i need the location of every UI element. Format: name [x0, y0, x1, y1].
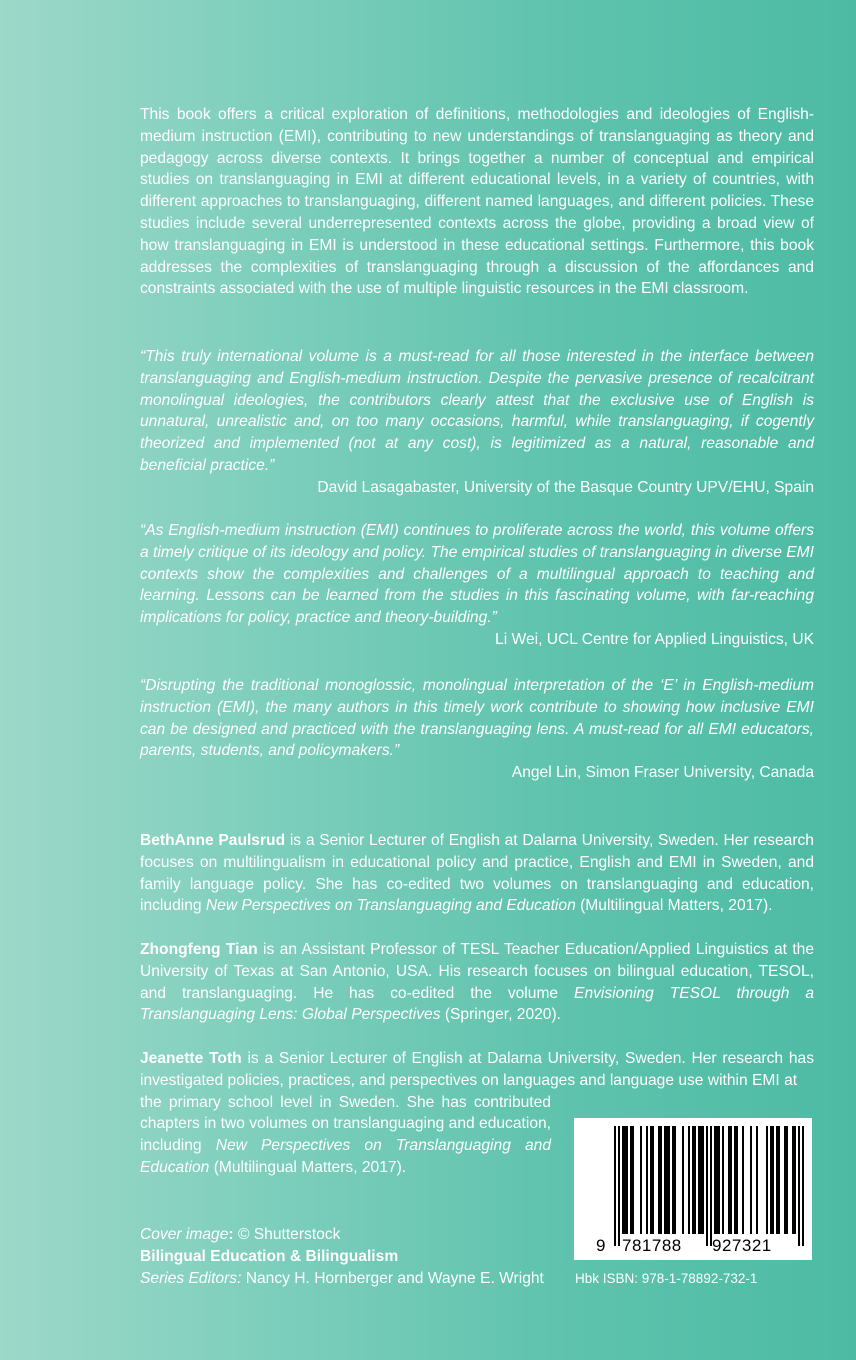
barcode-bar — [674, 1126, 676, 1234]
barcode-bar — [742, 1126, 744, 1234]
bio-text: is a Senior Lecturer of English at Dalarna University, Sweden. Her research focuses on multilingualism in educational policy and practice, English and EMI in Sweden, and family language policy. She has co-edited two volumes on translanguaging and education, including — [140, 832, 814, 915]
bio-text-cont: the primary school level in Sweden. She has contributed chapters in two volumes on translanguaging and education, including — [140, 1093, 551, 1155]
book-title: New Perspectives on Translanguaging and Education — [140, 1137, 552, 1176]
barcode-bar — [640, 1126, 642, 1234]
barcode-bar — [658, 1126, 660, 1234]
barcode-bar — [770, 1126, 772, 1234]
barcode-bar — [682, 1126, 684, 1234]
series-editors-label: Series Editors: — [140, 1270, 242, 1287]
barcode-bar — [666, 1126, 668, 1234]
barcode-bar — [702, 1126, 704, 1234]
barcode-bar — [624, 1126, 626, 1234]
cover-credit-label: Cover image — [140, 1226, 229, 1243]
barcode-bar — [650, 1126, 652, 1234]
endorsement-quote: “Disrupting the traditional monoglossic, monolingual interpretation of the ‘E’ in English-medium instruction (EMI), the many authors in this timely work contribute to showing how inclusive EMI can be designed and practiced with the translanguaging lens. A must-read for all EMI educators, parents, students, and policymakers.” — [140, 677, 814, 760]
barcode-bar — [784, 1126, 786, 1234]
barcode-bar — [798, 1126, 800, 1246]
barcode-bar — [778, 1126, 780, 1234]
barcode-bar — [614, 1126, 616, 1246]
endorsement-1 — [140, 346, 814, 499]
isbn-barcode — [574, 1118, 812, 1260]
bio-text: is an Assistant Professor of TESL Teacher Education/Applied Linguistics at the University of Texas at San Antonio, USA. His research focuses on bilingual education, TESOL, and translanguaging. He has co-edited the volume — [140, 941, 814, 1002]
barcode-digit-first: 9 — [596, 1236, 606, 1255]
barcode-bar — [632, 1126, 634, 1234]
endorsement-attribution: David Lasagabaster, University of the Basque Country UPV/EHU, Spain — [317, 478, 814, 496]
author-name: Zhongfeng Tian — [140, 941, 258, 958]
barcode-bar — [772, 1126, 774, 1234]
author-name: BethAnne Paulsrud — [140, 832, 286, 849]
cover-credit — [140, 1224, 570, 1246]
bio-text-end: (Multilingual Matters, 2017). — [575, 897, 773, 915]
barcode-bar — [714, 1126, 716, 1234]
barcode-bar — [750, 1126, 752, 1234]
barcode-bar — [700, 1126, 702, 1234]
author-bio-tian — [140, 939, 814, 1026]
barcode-bar — [660, 1126, 662, 1234]
barcode-bar — [618, 1126, 620, 1246]
barcode-bar — [626, 1126, 628, 1234]
barcode-bar — [756, 1126, 758, 1234]
hbk-isbn: Hbk ISBN: 978-1-78892-732-1 — [575, 1271, 758, 1286]
bio-text-end: (Springer, 2020). — [440, 1006, 561, 1024]
endorsement-quote: “As English-medium instruction (EMI) continues to proliferate across the world, this volume offers a timely critique of its ideology and policy. The empirical studies of translanguaging in diverse EMI contexts show the complexities and challenges of a multilingual approach to teaching and learning. Lessons can be learned from the studies in this fascinating volume, with far-reaching implications for policy, practice and theory-building.” — [140, 522, 814, 627]
cover-credit-colon: : — [228, 1226, 234, 1243]
endorsement-attribution: Li Wei, UCL Centre for Applied Linguistics, UK — [495, 630, 814, 648]
endorsement-quote: “This truly international volume is a must-read for all those interested in the interface between translanguaging and English-medium instruction. Despite the pervasive presence of recalcitrant monolingual ideologies, the contributors clearly attest that the exclusive use of English is unnatural, unrealistic and, on too many occasions, harmful, while translanguaging, if cogently theorized and implemented (not at any cost), is legitimized as a natural, reasonable and beneficial practice.” — [140, 348, 814, 474]
barcode-bar — [694, 1126, 696, 1234]
cover-credit-value: © Shutterstock — [233, 1226, 341, 1243]
barcode-bar — [688, 1126, 690, 1234]
book-title: New Perspectives on Translanguaging and Education — [205, 897, 576, 915]
barcode-bar — [794, 1126, 796, 1234]
barcode-bar — [736, 1126, 738, 1234]
barcode-bar — [792, 1126, 794, 1234]
barcode-bar — [728, 1126, 730, 1234]
barcode-bar — [630, 1126, 632, 1234]
barcode-bar — [734, 1126, 736, 1234]
barcode-bar — [692, 1126, 694, 1234]
bio-text: is a Senior Lecturer of English at Dalarna University, Sweden. Her research has investigated policies, practices, and perspectives on languages and language use within EMI at — [140, 1050, 814, 1089]
series-name: Bilingual Education & Bilingualism — [140, 1248, 399, 1265]
barcode-bar — [622, 1126, 624, 1234]
barcode-bar — [664, 1126, 666, 1234]
barcode-bar — [718, 1126, 720, 1234]
book-description: This book offers a critical exploration of definitions, methodologies and ideologies of English-medium instruction (EMI), contributing to new understandings of translanguaging as theory and pedagogy across diverse contexts. It brings together a number of conceptual and empirical studies on translanguaging in EMI at different educational levels, in a variety of countries, with different approaches to translanguaging, different named languages, and different policies. These studies include several underrepresented contexts across the globe, providing a broad view of how translanguaging in EMI is understood in these educational settings. Furthermore, this book addresses the complexities of translanguaging through a discussion of the affordances and constraints associated with the use of multiple linguistic resources in the EMI classroom. — [140, 106, 814, 298]
barcode-bar — [722, 1126, 724, 1234]
author-name: Jeanette Toth — [140, 1050, 242, 1067]
book-title: Envisioning TESOL through a Translanguaging Lens: Global Perspectives — [140, 984, 815, 1024]
barcode-bar — [766, 1126, 768, 1234]
barcode-digits — [574, 1234, 812, 1258]
credits — [140, 1224, 570, 1290]
barcode-bar — [802, 1126, 804, 1246]
barcode-bar — [706, 1126, 708, 1246]
bio-text-end: (Multilingual Matters, 2017). — [209, 1158, 407, 1176]
author-bio-paulsrud — [140, 830, 814, 917]
bio-text-narrow — [140, 1092, 551, 1179]
barcode-bar — [776, 1126, 778, 1234]
endorsement-3 — [140, 675, 814, 784]
barcode-bar — [698, 1126, 700, 1234]
barcode-bar — [786, 1126, 788, 1234]
barcode-bar — [668, 1126, 670, 1234]
barcode-bar — [652, 1126, 654, 1234]
barcode-bar — [730, 1126, 732, 1234]
barcode-bar — [672, 1126, 674, 1234]
barcode-bar — [716, 1126, 718, 1234]
series-editors — [140, 1268, 570, 1290]
barcode-digits-left: 781788 — [622, 1236, 682, 1255]
barcode-digits-right: 927321 — [712, 1236, 772, 1255]
series-editors-value: Nancy H. Hornberger and Wayne E. Wright — [241, 1270, 544, 1287]
barcode-bar — [710, 1126, 712, 1246]
endorsement-2 — [140, 520, 814, 651]
barcode-bar — [646, 1126, 648, 1234]
endorsement-attribution: Angel Lin, Simon Fraser University, Canada — [511, 764, 814, 782]
bio-text-full-width — [140, 1048, 814, 1092]
